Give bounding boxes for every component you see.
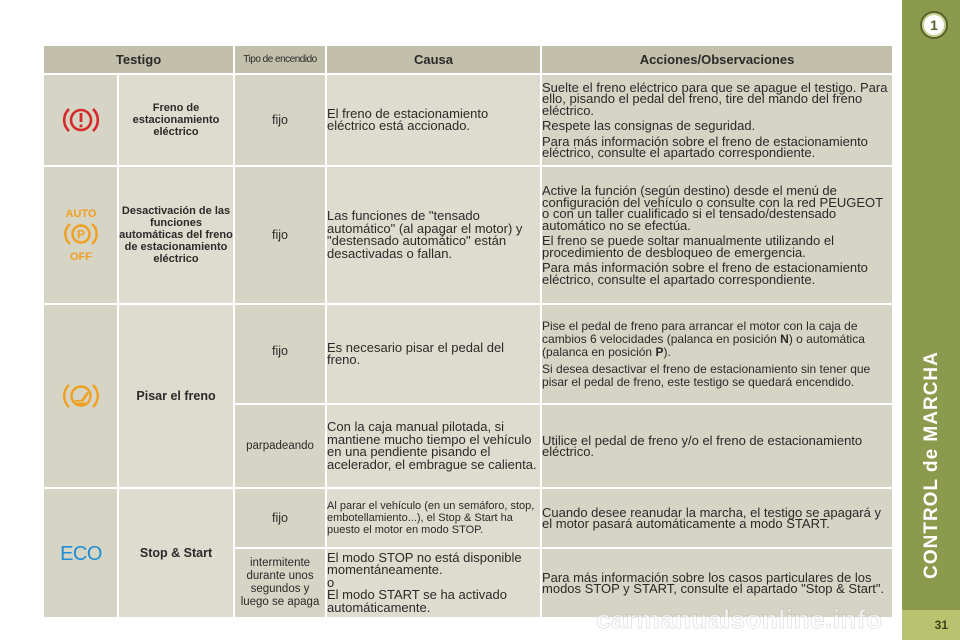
- light-state: fijo: [235, 489, 327, 549]
- action-text: Respete las consignas de seguridad.: [542, 118, 756, 133]
- action-text: Cuando desee reanudar la marcha, el testigo se apagará y el motor pasará automáticamente a modo START.: [542, 504, 881, 531]
- light-state: intermitente durante unos segundos y luego se apaga: [235, 549, 327, 619]
- light-actions: [542, 75, 892, 167]
- brake-warning-icon: [44, 75, 119, 167]
- action-text: Pise el pedal de freno para arrancar el motor con la caja de cambios 6 velocidades (palanca en posición N) o automática (palanca en posición P).: [542, 318, 865, 359]
- light-actions: [542, 305, 892, 405]
- light-cause: [327, 549, 542, 619]
- action-text: Para más información sobre el freno de estacionamiento eléctrico, consulte el apartado correspondiente.: [542, 133, 868, 160]
- table-row: [44, 167, 892, 305]
- action-text: Para más información sobre los casos particulares de los modos STOP y START, consulte el apartado "Stop & Start".: [542, 569, 885, 596]
- light-cause: Al parar el vehículo (en un semáforo, stop, embotellamiento...), el Stop & Start ha puesto el motor en modo STOP.: [327, 489, 542, 549]
- auto-label: AUTO: [65, 208, 96, 220]
- light-cause: Con la caja manual pilotada, si mantiene mucho tiempo el vehículo en una pendiente pisando el acelerador, el embrague se calienta.: [327, 405, 542, 489]
- header-causa: Causa: [327, 46, 542, 75]
- eco-label: ECO: [59, 543, 102, 565]
- off-label: OFF: [69, 251, 92, 263]
- auto-park-off-icon: [44, 167, 119, 305]
- table-header-row: [44, 46, 892, 75]
- light-name: Stop & Start: [119, 489, 235, 619]
- light-cause: Es necesario pisar el pedal del freno.: [327, 305, 542, 405]
- action-text: El freno se puede soltar manualmente utilizando el procedimiento de desbloqueo de emergencia.: [542, 233, 834, 260]
- header-tipo-encendido: Tipo de encendido: [235, 46, 327, 75]
- table-row: [44, 75, 892, 167]
- action-text: Para más información sobre el freno de estacionamiento eléctrico, consulte el apartado correspondiente.: [542, 260, 868, 287]
- eco-icon: [44, 489, 119, 619]
- light-state: parpadeando: [235, 405, 327, 489]
- light-state: fijo: [235, 305, 327, 405]
- table-row: [44, 305, 892, 405]
- chapter-title-text: CONTROL de MARCHA: [921, 351, 942, 579]
- action-text: Si desea desactivar el freno de estacionamiento sin tener que pisar el pedal de freno, este testigo se quedará encendido.: [542, 361, 871, 389]
- warning-lights-table: [44, 46, 892, 619]
- light-name: Pisar el freno: [119, 305, 235, 489]
- action-text: Utilice el pedal de freno y/o el freno de estacionamiento eléctrico.: [542, 432, 863, 459]
- cause-text: El modo STOP no está disponible momentáneamente.: [327, 549, 522, 578]
- light-actions: [542, 405, 892, 489]
- header-acciones: Acciones/Observaciones: [542, 46, 892, 75]
- light-actions: [542, 167, 892, 305]
- light-state: fijo: [235, 167, 327, 305]
- header-testigo: Testigo: [44, 46, 235, 75]
- cause-text: El modo START se ha activado automáticamente.: [327, 587, 507, 615]
- action-text: Suelte el freno eléctrico para que se apague el testigo. Para ello, pisando el pedal del freno, tire del mando del freno eléctrico.: [542, 79, 888, 118]
- chapter-sidebar: [902, 0, 960, 640]
- cause-text: o: [327, 574, 335, 590]
- chapter-title: [914, 340, 950, 590]
- light-name: Desactivación de las funciones automáticas del freno de estacionamiento eléctrico: [119, 167, 235, 305]
- watermark: carmanualsonline.info: [596, 604, 883, 634]
- foot-on-brake-icon: [44, 305, 119, 489]
- page-number-tab: [902, 610, 960, 640]
- light-state: fijo: [235, 75, 327, 167]
- light-cause: Las funciones de "tensado automático" (al apagar el motor) y "destensado automático" están desactivadas o fallan.: [327, 167, 542, 305]
- light-name: Freno de estacionamiento eléctrico: [119, 75, 235, 167]
- light-cause: El freno de estacionamiento eléctrico está accionado.: [327, 75, 542, 167]
- light-actions: [542, 489, 892, 549]
- page-number: 31: [934, 618, 948, 632]
- chapter-number-badge: 1: [920, 11, 948, 39]
- action-text: Active la función (según destino) desde el menú de configuración del vehículo o consulte con la red PEUGEOT o con un taller cualificado si el tensado/destensado automático no se efectúa.: [542, 183, 883, 233]
- table-row: [44, 489, 892, 549]
- p-letter: P: [76, 227, 85, 242]
